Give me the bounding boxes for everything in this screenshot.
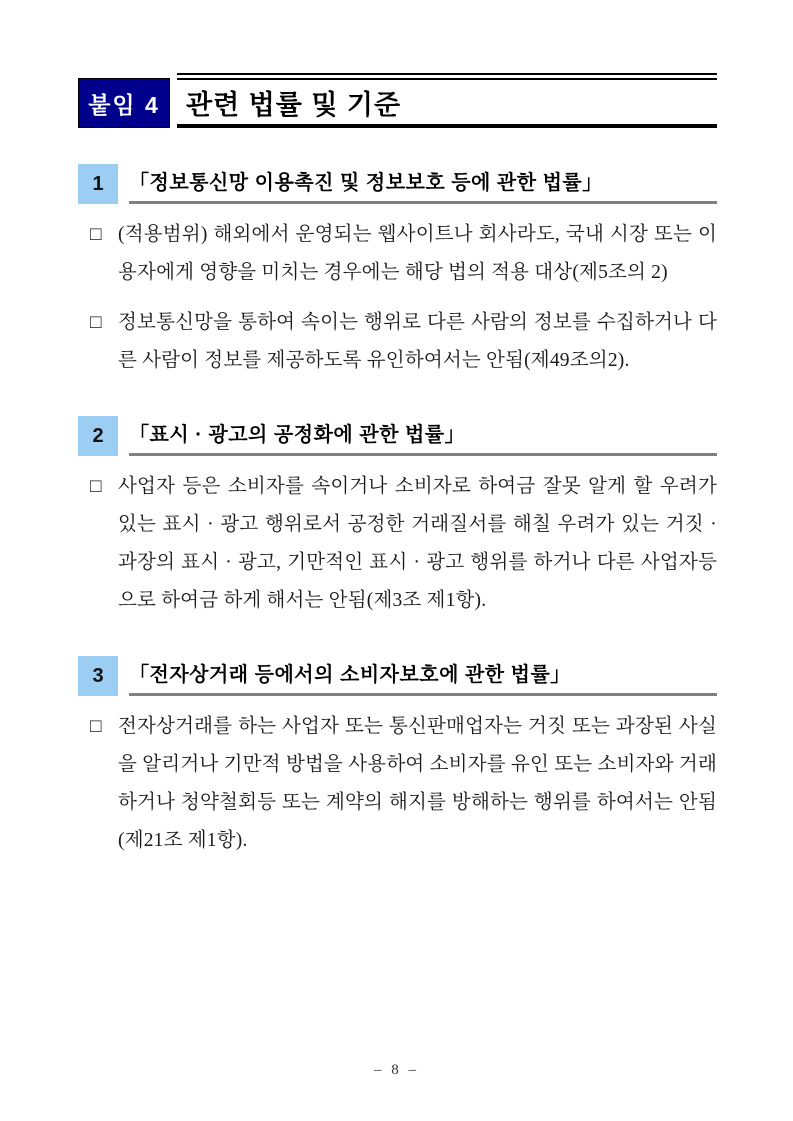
page-number: – 8 – [374, 1062, 419, 1078]
section-1-header [78, 164, 717, 204]
list-item-text: (적용범위) 해외에서 운영되는 웹사이트나 회사라도, 국내 시장 또는 이용자에게 영향을 미치는 경우에는 해당 법의 적용 대상(제5조의 2) [118, 224, 717, 283]
list-item-text: 사업자 등은 소비자를 속이거나 소비자로 하여금 잘못 알게 할 우려가 있는 표시 · 광고 행위로서 공정한 거래질서를 해칠 우려가 있는 거짓 · 과장의 표시 · 광고, 기만적인 표시 · 광고 행위를 하거나 다른 사업자등으로 하여금 하게 해서는 안됨(제3조 제1항). [118, 476, 717, 611]
section-2-title: 「표시 · 광고의 공정화에 관한 법률」 [129, 416, 717, 456]
checkbox-bullet-icon: □ [90, 224, 102, 245]
section-2 [78, 416, 717, 620]
section-1-body [78, 216, 717, 380]
list-item [90, 216, 717, 292]
section-3-body [78, 708, 717, 860]
section-2-body [78, 468, 717, 620]
section-1-title: 「정보통신망 이용촉진 및 정보보호 등에 관한 법률」 [129, 164, 717, 204]
attachment-header [78, 73, 717, 128]
section-3-number-badge: 3 [78, 656, 118, 696]
section-3 [78, 656, 717, 860]
document-content [78, 73, 717, 872]
section-2-header [78, 416, 717, 456]
checkbox-bullet-icon: □ [90, 312, 102, 333]
checkbox-bullet-icon: □ [90, 476, 102, 497]
section-3-title: 「전자상거래 등에서의 소비자보호에 관한 법률」 [129, 656, 717, 696]
list-item [90, 304, 717, 380]
section-1 [78, 164, 717, 380]
attachment-badge: 붙임 4 [78, 78, 170, 128]
list-item-text: 전자상거래를 하는 사업자 또는 통신판매업자는 거짓 또는 과장된 사실을 알리거나 기만적 방법을 사용하여 소비자를 유인 또는 소비자와 거래하거나 청약철회등 또는 계약의 해지를 방해하는 행위를 하여서는 안됨(제21조 제1항). [118, 716, 717, 851]
list-item [90, 468, 717, 620]
section-1-number-badge: 1 [78, 164, 118, 204]
page-title: 관련 법률 및 기준 [186, 90, 402, 120]
list-item [90, 708, 717, 860]
list-item-text: 정보통신망을 통하여 속이는 행위로 다른 사람의 정보를 수집하거나 다른 사람이 정보를 제공하도록 유인하여서는 안됨(제49조의2). [118, 312, 717, 371]
header-bottom-rule [177, 124, 717, 128]
section-3-header [78, 656, 717, 696]
attachment-title-block [177, 73, 717, 128]
section-2-number-badge: 2 [78, 416, 118, 456]
header-top-double-rule [177, 73, 717, 80]
checkbox-bullet-icon: □ [90, 716, 102, 737]
